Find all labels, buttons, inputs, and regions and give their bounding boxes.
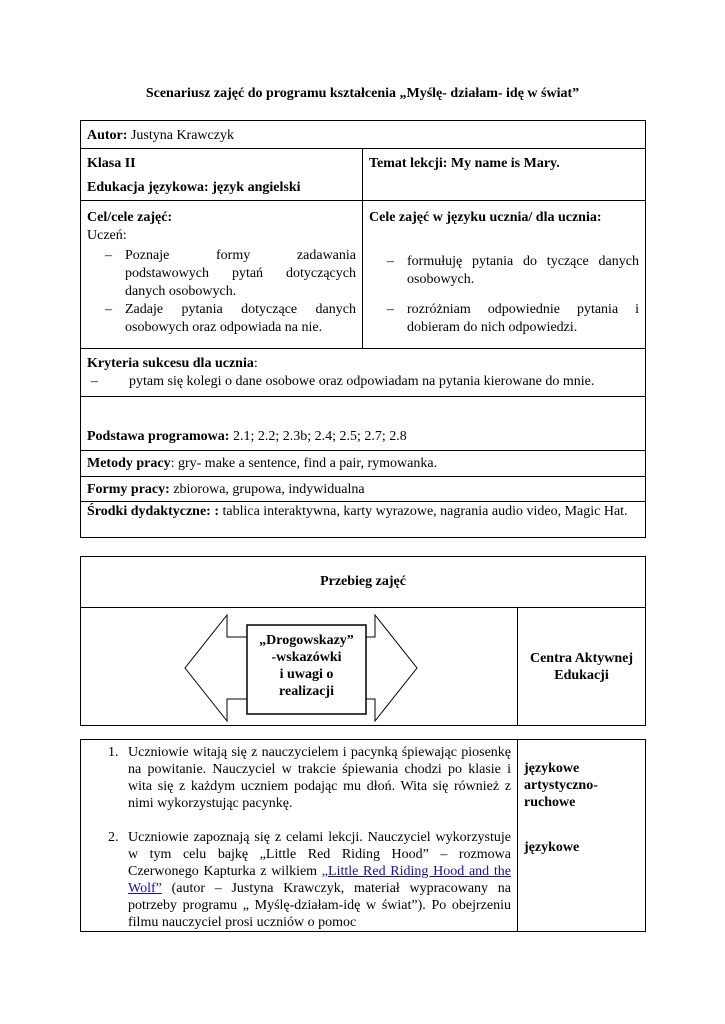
subject-label: Edukacja językowa: język angielski [87, 180, 301, 195]
guidance-label: „Drogowskazy” -wskazówki i uwagi o realizacji [259, 633, 354, 699]
student-goal-item: – rozróżniam odpowiednie pytania i dobieram do nich odpowiedzi. [387, 302, 639, 335]
step-item: 2. Uczniowie zapoznają się z celami lekcji. Nauczyciel wykorzystuje w tym celu bajkę „Little Red Riding Hood” – rozmowa Czerwonego Kapturka z wilkiem „Little Red Riding Hood and the Wolf” (autor – Justyna Krawczyk, materiał wypracowany na potrzeby programu „ Myślę-działam-idę w świat”). Po obejrzeniu filmu nauczyciel prosi uczniów o pomoc [108, 830, 511, 930]
author-name: Justyna Krawczyk [127, 128, 234, 143]
goals-cell [81, 201, 363, 349]
active-education-centers-header: Centra Aktywnej Edukacji [518, 608, 646, 726]
center-tag-movement: ruchowe [524, 795, 576, 810]
curriculum-cell [81, 397, 646, 451]
methods-cell [81, 451, 646, 477]
document-title: Scenariusz zajęć do programu kształcenia „Myślę- działam- idę w świat” [145, 86, 580, 101]
methods-value: : gry- make a sentence, find a pair, rymowanka. [170, 456, 438, 471]
teaching-aids-label: Środki dydaktyczne: : [87, 504, 219, 519]
lesson-info-table [80, 120, 646, 538]
lesson-steps-table [80, 739, 646, 932]
teaching-aids-cell [81, 502, 646, 538]
dash-bullet: – [91, 374, 98, 389]
student-goals-cell [363, 201, 646, 349]
curriculum-label: Podstawa programowa: [87, 429, 230, 444]
center-tag-language: językowe [524, 761, 580, 776]
student-label: Uczeń: [87, 228, 127, 243]
goal-item: – Poznaje formy zadawania podstawowych pytań dotyczących danych osobowych. [105, 248, 356, 299]
success-criteria-item: – pytam się kolegi o dane osobowe oraz odpowiadam na pytania kierowane do mnie. [91, 374, 595, 389]
author-label: Autor: [87, 128, 128, 143]
goals-label: Cel/cele zajęć: [87, 210, 173, 225]
story-link[interactable]: „Little Red Riding Hood and the Wolf” [128, 864, 511, 896]
step-item: 1. Uczniowie witają się z nauczycielem i pacynką śpiewając piosenkę na powitanie. Nauczyciel w trakcie śpiewania chodzi po klasie i wita się z każdym uczniem podając mu dłoń. Wita się również z nimi wykorzystując pacynkę. [108, 745, 511, 811]
student-goals-label: Cele zajęć w języku ucznia/ dla ucznia: [369, 210, 602, 225]
dash-bullet: – [105, 302, 112, 317]
dash-bullet: – [387, 254, 394, 269]
work-forms-label: Formy pracy: [87, 482, 170, 497]
success-criteria-cell: Kryteria sukcesu dla ucznia: – pytam się kolegi o dane osobowe oraz odpowiadam na pytania kierowane do mnie. [81, 349, 646, 397]
dash-bullet: – [105, 248, 112, 263]
student-goal-item: – formułuję pytania do tyczące danych osobowych. [387, 254, 639, 287]
guidance-cell [81, 608, 518, 726]
steps-cell [81, 740, 518, 932]
lesson-topic: Temat lekcji: My name is Mary. [363, 149, 646, 201]
dash-bullet: – [387, 302, 394, 317]
work-forms-value: zbiorowa, grupowa, indywidualna [169, 482, 365, 497]
center-tags-cell [518, 740, 646, 932]
methods-label: Metody pracy [87, 456, 171, 471]
success-criteria-label: Kryteria sukcesu dla ucznia [87, 356, 254, 371]
curriculum-value: 2.1; 2.2; 2.3b; 2.4; 2.5; 2.7; 2.8 [229, 429, 407, 444]
goal-item: – Zadaje pytania dotyczące danych osobowych oraz odpowiada na nie. [105, 302, 356, 335]
center-tag-language-2: językowe [524, 840, 580, 855]
work-forms-cell [81, 477, 646, 502]
author-cell [81, 121, 646, 149]
teaching-aids-value: tablica interaktywna, karty wyrazowe, nagrania audio video, Magic Hat. [218, 504, 628, 519]
class-label: Klasa II [87, 156, 136, 171]
center-tag-artistic: artystyczno- [524, 778, 598, 793]
lesson-flow-heading: Przebieg zajęć [81, 557, 646, 608]
class-cell [81, 149, 363, 201]
lesson-flow-table [80, 556, 646, 726]
